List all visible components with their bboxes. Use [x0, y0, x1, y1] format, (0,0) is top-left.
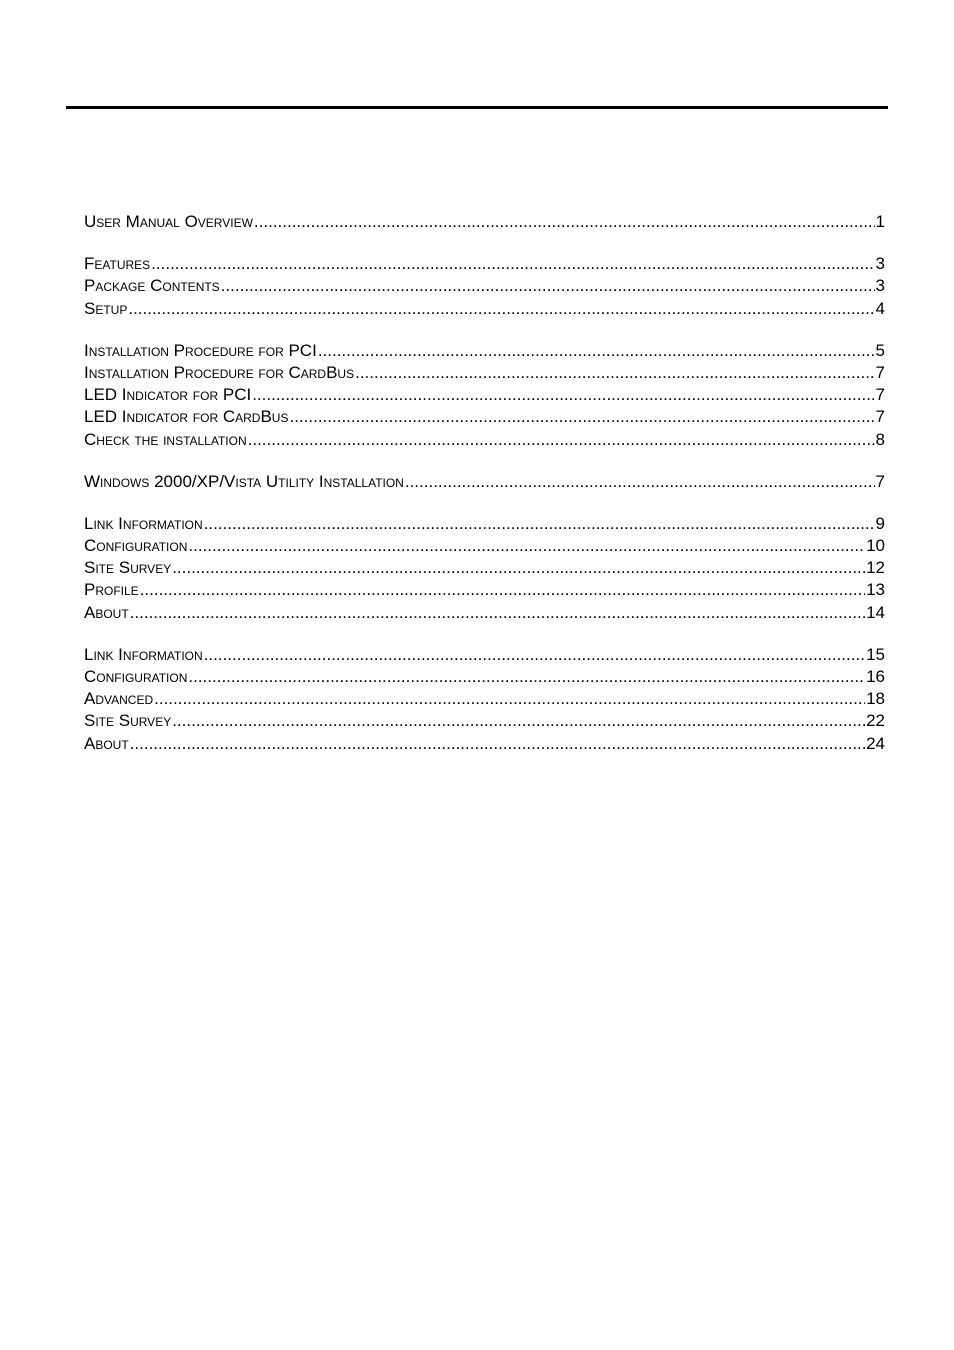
toc-page-number: 9	[875, 513, 885, 533]
toc-entry-title: Installation Procedure for CardBus	[84, 362, 355, 382]
toc-page-number: 7	[875, 407, 885, 427]
toc-entry[interactable]	[84, 429, 885, 451]
toc-entry[interactable]	[84, 688, 885, 710]
toc-entry-title: Check the installation	[84, 429, 247, 449]
toc-page-number: 18	[866, 689, 885, 709]
toc-dot-leader	[130, 602, 865, 624]
toc-entry[interactable]	[84, 406, 885, 428]
toc-entry-title: About	[84, 733, 129, 753]
toc-page-number: 7	[875, 362, 885, 382]
toc-page-number: 13	[866, 580, 885, 600]
toc-page-number: 1	[875, 212, 885, 231]
toc-entry-title: About	[84, 602, 129, 622]
toc-dot-leader	[204, 644, 865, 666]
toc-entry[interactable]	[84, 733, 885, 755]
toc-page-number: 7	[875, 471, 885, 491]
toc-dot-leader	[151, 253, 874, 275]
toc-entry[interactable]	[84, 298, 885, 320]
toc-entry[interactable]	[84, 362, 885, 384]
toc-page-number: 14	[866, 602, 885, 622]
toc-entry-title: Configuration	[84, 667, 188, 686]
toc-group-2	[84, 253, 885, 320]
toc-entry[interactable]	[84, 557, 885, 579]
toc-dot-leader	[130, 733, 865, 755]
toc-entry[interactable]	[84, 666, 885, 688]
toc-dot-leader	[252, 384, 874, 406]
toc-entry-title: Link Information	[84, 513, 203, 533]
toc-dot-leader	[248, 429, 875, 451]
toc-entry-title: Features	[84, 254, 151, 274]
header-rule	[66, 106, 888, 109]
toc-page-number: 4	[875, 298, 885, 318]
toc-entry-title: Setup	[84, 298, 128, 318]
toc-group-4	[84, 471, 885, 493]
toc-dot-leader	[128, 298, 874, 320]
toc-page-number: 22	[866, 711, 885, 731]
toc-group-6	[84, 644, 885, 755]
toc-entry-title: Installation Procedure for PCI	[84, 340, 317, 360]
toc-page-number: 24	[866, 733, 885, 753]
toc-dot-leader	[405, 471, 875, 493]
toc-page-number: 3	[875, 276, 885, 296]
toc-page-number: 5	[875, 340, 885, 360]
toc-group-3	[84, 340, 885, 451]
toc-page-number: 7	[875, 385, 885, 405]
toc-page-number: 8	[875, 429, 885, 449]
toc-entry-title: Link Information	[84, 644, 203, 664]
toc-entry-title: Configuration	[84, 536, 188, 556]
toc-entry[interactable]	[84, 275, 885, 297]
toc-entry[interactable]	[84, 644, 885, 666]
toc-dot-leader	[154, 688, 865, 710]
toc-dot-leader	[355, 362, 874, 384]
toc-dot-leader	[172, 710, 865, 732]
toc-entry[interactable]	[84, 340, 885, 362]
toc-group-1	[84, 211, 885, 233]
toc-dot-leader	[254, 211, 875, 233]
toc-entry-title: Advanced	[84, 689, 154, 709]
toc-group-5	[84, 513, 885, 624]
toc-page-number: 10	[866, 536, 885, 556]
toc-entry-title: Profile	[84, 580, 139, 600]
toc-entry[interactable]	[84, 710, 885, 732]
toc-dot-leader	[188, 666, 865, 688]
toc-entry[interactable]	[84, 471, 885, 493]
toc-dot-leader	[140, 579, 865, 601]
toc-entry-title: Package Contents	[84, 276, 220, 296]
toc-dot-leader	[221, 275, 875, 297]
toc-entry-title: Site Survey	[84, 711, 172, 731]
toc-entry-title: User Manual Overview	[84, 212, 253, 231]
toc-page-number: 15	[866, 644, 885, 664]
toc-page-number: 16	[866, 667, 885, 686]
toc-entry[interactable]	[84, 513, 885, 535]
table-of-contents	[84, 211, 885, 755]
toc-dot-leader	[172, 557, 865, 579]
toc-entry-title: LED Indicator for CardBus	[84, 407, 289, 427]
toc-dot-leader	[204, 513, 875, 535]
toc-dot-leader	[289, 406, 874, 428]
toc-entry-title: LED Indicator for PCI	[84, 385, 252, 405]
toc-page-number: 3	[875, 254, 885, 274]
toc-page-number: 12	[866, 558, 885, 578]
toc-entry[interactable]	[84, 253, 885, 275]
toc-entry-title: Windows 2000/XP/Vista Utility Installation	[84, 471, 404, 491]
toc-dot-leader	[188, 535, 865, 557]
toc-dot-leader	[318, 340, 875, 362]
toc-entry[interactable]	[84, 535, 885, 557]
toc-entry[interactable]	[84, 384, 885, 406]
toc-entry[interactable]	[84, 211, 885, 233]
toc-entry[interactable]	[84, 602, 885, 624]
toc-entry-title: Site Survey	[84, 558, 172, 578]
toc-entry[interactable]	[84, 579, 885, 601]
